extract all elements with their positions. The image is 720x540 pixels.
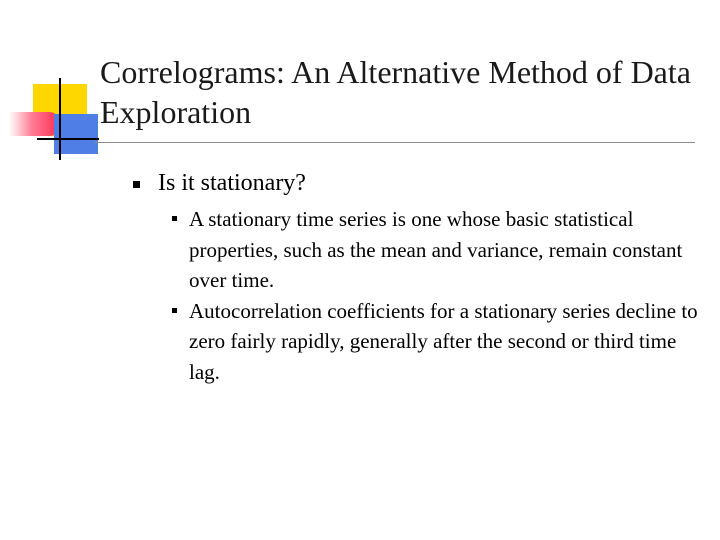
square-bullet-icon (172, 216, 177, 221)
slide-title: Correlograms: An Alternative Method of Data Exploration (100, 54, 691, 130)
sub-bullet-item (172, 204, 712, 296)
logo-vertical-line (59, 78, 61, 160)
logo-horizontal-line (37, 138, 99, 140)
square-bullet-icon (133, 181, 140, 188)
title-underline (95, 142, 695, 143)
main-bullet-text: Is it stationary? (158, 170, 306, 196)
sub-bullet-item (172, 296, 712, 388)
sub-bullet-text: A stationary time series is one whose basic statistical properties, such as the mean and variance, remain constant over time. (189, 207, 683, 292)
main-bullet (133, 167, 693, 200)
sub-bullet-list (172, 204, 712, 387)
sub-bullet-text: Autocorrelation coefficients for a stationary series decline to zero fairly rapidly, generally after the second or third time lag. (189, 298, 698, 384)
square-bullet-icon (172, 308, 177, 313)
